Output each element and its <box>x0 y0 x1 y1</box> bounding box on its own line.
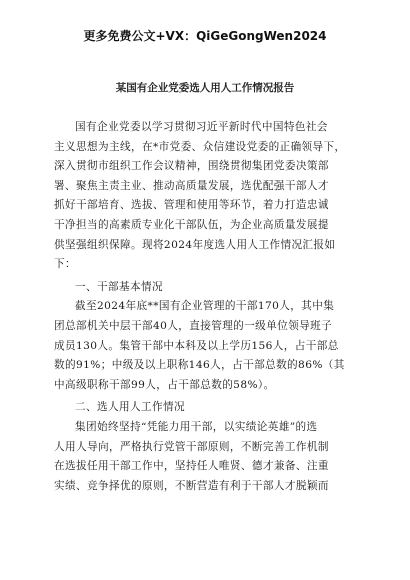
paragraph-line: 抓好干部培育、选拔、管理和使用等环节，着力打造忠诚 <box>54 199 329 212</box>
paragraph-line: 成员130人。集管干部中本科及以上学历156人，占干部总 <box>54 339 339 352</box>
paragraph-line: 在选拔任用干部工作中，坚持任人唯贤、德才兼备、注重 <box>54 460 329 473</box>
paragraph-line: 国有企业党委以学习贯彻习近平新时代中国特色社会 <box>75 121 328 133</box>
paragraph-line: 集团始终坚持“凭能力用干部，以实绩论英雄”的选 <box>75 420 318 433</box>
paragraph-line: 供坚强组织保障。现将2024年度选人用人工作情况汇报如 <box>54 238 336 251</box>
section-heading: 一、干部基本情况 <box>75 280 163 293</box>
paragraph-line: 人用人导向，严格执行党管干部原则，不断完善工作机制 <box>54 440 329 453</box>
paragraph-line: 截至2024年底**国有企业管理的干部170人，其中集 <box>75 300 335 313</box>
watermark-header: 更多免费公文+VX：QiGeGongWen2024 <box>83 29 327 43</box>
paragraph-line: 中高级职称干部99人，占干部总数的58%）。 <box>54 378 275 391</box>
paragraph-line: 深入贯彻市组织工作会议精神，围绕贯彻集团党委决策部 <box>54 160 329 173</box>
paragraph-line: 主义思想为主线，在*市党委、众信建设党委的正确领导下， <box>54 140 346 153</box>
document-body <box>54 118 356 496</box>
paragraph-line: 干净担当的高素质专业化干部队伍，为企业高质量发展提 <box>54 218 329 231</box>
paragraph-line: 实绩、竞争择优的原则，不断营造有利于干部人才脱颖而 <box>54 479 329 492</box>
paragraph-line: 团总部机关中层干部40人，直接管理的一级单位领导班子 <box>54 319 333 332</box>
document-title: 某国有企业党委选人用人工作情况报告 <box>115 82 295 94</box>
paragraph-line: 下： <box>54 258 76 271</box>
section-heading: 二、选人用人工作情况 <box>75 401 185 414</box>
paragraph-line: 署、聚焦主责主业、推动高质量发展，选优配强干部人才 <box>54 179 329 192</box>
paragraph-line: 数的91%；中级及以上职称146人，占干部总数的86%（其 <box>54 359 345 372</box>
